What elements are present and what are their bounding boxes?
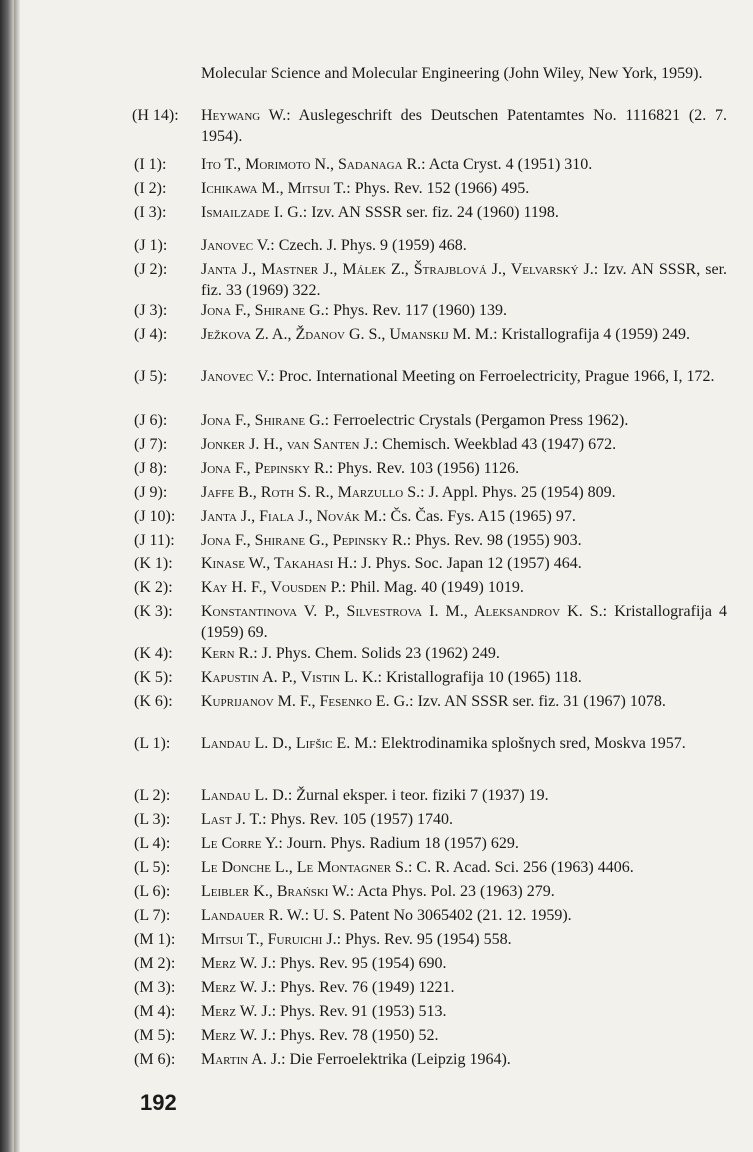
reference-key: (K 1): (134, 555, 173, 572)
reference-text (201, 482, 727, 503)
reference-authors: Martin A. J.: (201, 1051, 286, 1068)
reference-key: (L 7): (134, 907, 171, 924)
reference-text (201, 905, 727, 926)
reference-authors: Leibler K., Brański W.: (201, 883, 355, 900)
reference-authors: Jona F., Shirane G.: (201, 412, 330, 429)
reference-text (201, 366, 727, 387)
reference-authors: Jaffe B., Roth S. R., Marzullo S.: (201, 484, 425, 501)
reference-authors: Kuprijanov M. F., Fesenko E. G.: (201, 693, 414, 710)
reference-authors: Le Donche L., Le Montagner S.: (201, 859, 413, 876)
reference-key: (J 2): (134, 261, 168, 278)
reference-text (201, 977, 727, 998)
reference-authors: Kapustin A. P., Vistin L. K.: (201, 669, 382, 686)
reference-source: Phys. Rev. 103 (1956) 1126. (337, 460, 520, 477)
reference-authors: Janta J., Fiala J., Novák M.: (201, 508, 387, 525)
reference-source: Phys. Rev. 98 (1955) 903. (415, 532, 582, 549)
reference-source: J. Phys. Soc. Japan 12 (1957) 464. (361, 555, 582, 572)
reference-key: (L 1): (134, 735, 171, 752)
reference-source: Phys. Rev. 117 (1960) 139. (333, 302, 508, 319)
reference-source: Kristallografija 4 (1959) 249. (501, 326, 690, 343)
reference-source: Phil. Mag. 40 (1949) 1019. (350, 579, 524, 596)
reference-text: Molecular Science and Molecular Engineering (John Wiley, New York, 1959). (201, 65, 703, 82)
reference-text (201, 458, 727, 479)
reference-text (201, 881, 727, 902)
reference-key: (J 10): (134, 508, 176, 525)
reference-key: (J 11): (134, 532, 175, 549)
reference-key: (L 5): (134, 859, 171, 876)
reference-source: Žurnal eksper. i teor. fiziki 7 (1937) 19. (296, 787, 549, 804)
reference-text (201, 300, 727, 321)
reference-text (201, 434, 727, 455)
reference-text (201, 202, 727, 223)
reference-authors: Heywang W.: (201, 107, 291, 124)
reference-text (201, 643, 727, 664)
reference-source: Die Ferroelektrika (Leipzig 1964). (289, 1051, 511, 1068)
reference-text (201, 953, 727, 974)
reference-source: J. Phys. Chem. Solids 23 (1962) 249. (261, 645, 500, 662)
reference-authors: Kay H. F., Vousden P.: (201, 579, 347, 596)
reference-source: Czech. J. Phys. 9 (1959) 468. (278, 237, 467, 254)
reference-key: (L 4): (134, 835, 171, 852)
reference-text (201, 809, 727, 830)
reference-text (201, 857, 727, 878)
reference-authors: Jona F., Shirane G.: (201, 302, 330, 319)
reference-text (201, 833, 727, 854)
reference-key: (M 1): (134, 931, 176, 948)
book-binding-shadow (0, 0, 14, 1152)
reference-key: (J 4): (134, 326, 168, 343)
reference-text (201, 1025, 727, 1046)
reference-key: (I 2): (134, 180, 167, 197)
reference-authors: Jona F., Shirane G., Pepinsky R.: (201, 532, 412, 549)
reference-key: (I 3): (134, 204, 167, 221)
reference-source: Kristallografija 10 (1965) 118. (385, 669, 582, 686)
reference-text (201, 410, 727, 431)
reference-key: (J 7): (134, 436, 168, 453)
reference-authors: Merz W. J.: (201, 1027, 277, 1044)
reference-authors: Le Corre Y.: (201, 835, 283, 852)
reference-source: Phys. Rev. 78 (1950) 52. (280, 1027, 439, 1044)
reference-text (201, 506, 727, 527)
reference-key: (J 5): (134, 368, 168, 385)
book-binding-edge (14, 0, 20, 1152)
reference-authors: Ichikawa M., Mitsui T.: (201, 180, 351, 197)
reference-key: (J 3): (134, 302, 168, 319)
reference-text (201, 553, 727, 574)
reference-source: Acta Phys. Pol. 23 (1963) 279. (357, 883, 555, 900)
reference-authors: Ježkova Z. A., Ždanov G. S., Umanskij M. M.: (201, 326, 498, 343)
page-number: 192 (140, 1090, 177, 1115)
reference-key: (J 6): (134, 412, 168, 429)
reference-text (201, 154, 727, 175)
reference-text (201, 530, 727, 551)
reference-source: Proc. International Meeting on Ferroelectricity, Prague 1966, I, 172. (278, 368, 715, 385)
reference-text (201, 105, 727, 147)
reference-authors: Ito T., Morimoto N., Sadanaga R.: (201, 156, 426, 173)
reference-authors: Merz W. J.: (201, 955, 277, 972)
reference-authors: Konstantinova V. P., Silvestrova I. M., Aleksandrov K. S.: (201, 603, 608, 620)
reference-key: (I 1): (134, 156, 167, 173)
reference-authors: Ismailzade I. G.: (201, 204, 308, 221)
reference-source: Izv. AN SSSR ser. fiz. 31 (1967) 1078. (417, 693, 666, 710)
reference-text (201, 1049, 727, 1070)
reference-source: Chemisch. Weekblad 43 (1947) 672. (382, 436, 617, 453)
reference-authors: Jonker J. H., van Santen J.: (201, 436, 379, 453)
reference-authors: Mitsui T., Furuichi J.: (201, 931, 342, 948)
reference-authors: Landau L. D.: (201, 787, 293, 804)
reference-text (201, 178, 727, 199)
reference-key: (M 2): (134, 955, 176, 972)
reference-key: (K 2): (134, 579, 173, 596)
reference-text (201, 601, 727, 643)
reference-authors: Landauer R. W.: (201, 907, 310, 924)
reference-authors: Kern R.: (201, 645, 258, 662)
reference-source: Acta Cryst. 4 (1951) 310. (428, 156, 593, 173)
reference-source: Phys. Rev. 76 (1949) 1221. (280, 979, 455, 996)
reference-key: (J 9): (134, 484, 168, 501)
reference-authors: Last J. T.: (201, 811, 267, 828)
reference-key: (M 6): (134, 1051, 176, 1068)
reference-source: Čs. Čas. Fys. A15 (1965) 97. (390, 508, 576, 525)
reference-key: (J 8): (134, 460, 168, 477)
reference-source: Phys. Rev. 152 (1966) 495. (354, 180, 530, 197)
reference-key: (H 14): (132, 107, 179, 124)
reference-source: Ferroelectric Crystals (Pergamon Press 1962). (333, 412, 629, 429)
reference-source: Phys. Rev. 91 (1953) 513. (280, 1003, 447, 1020)
reference-source: Journ. Phys. Radium 18 (1957) 629. (286, 835, 519, 852)
reference-authors: Kinase W., Takahasi H.: (201, 555, 358, 572)
reference-source: U. S. Patent No 3065402 (21. 12. 1959). (313, 907, 572, 924)
reference-source: Phys. Rev. 95 (1954) 690. (280, 955, 447, 972)
reference-text (201, 1001, 727, 1022)
reference-authors: Jona F., Pepinsky R.: (201, 460, 334, 477)
reference-source: Elektrodinamika splošnych sred, Moskva 1957. (380, 735, 686, 752)
reference-text (201, 667, 727, 688)
reference-text (201, 691, 727, 712)
reference-key: (L 2): (134, 787, 171, 804)
reference-source: J. Appl. Phys. 25 (1954) 809. (428, 484, 616, 501)
reference-text (201, 324, 727, 345)
reference-key: (M 5): (134, 1027, 176, 1044)
reference-source: Kristallografija 4 (1959) 69. (201, 603, 727, 641)
reference-text (201, 785, 727, 806)
reference-authors: Merz W. J.: (201, 979, 277, 996)
reference-authors: Landau L. D., Lifšic E. M.: (201, 735, 377, 752)
reference-source: Phys. Rev. 95 (1954) 558. (345, 931, 512, 948)
reference-key: (J 1): (134, 237, 168, 254)
reference-source: Phys. Rev. 105 (1957) 1740. (270, 811, 454, 828)
reference-authors: Janta J., Mastner J., Málek Z., Štrajblová J., Velvarský J.: (201, 261, 599, 278)
reference-authors: Janovec V.: (201, 237, 275, 254)
reference-text (201, 733, 727, 754)
reference-key: (K 6): (134, 693, 173, 710)
reference-key: (M 3): (134, 979, 176, 996)
reference-key: (K 3): (134, 603, 173, 620)
reference-text (201, 235, 727, 256)
reference-key: (L 6): (134, 883, 171, 900)
reference-key: (L 3): (134, 811, 171, 828)
reference-authors: Merz W. J.: (201, 1003, 277, 1020)
reference-source: Auslegeschrift des Deutschen Patentamtes No. 1116821 (2. 7. 1954). (201, 107, 727, 145)
reference-text (201, 577, 727, 598)
reference-text (201, 929, 727, 950)
reference-source: C. R. Acad. Sci. 256 (1963) 4406. (416, 859, 634, 876)
reference-source: Izv. AN SSSR ser. fiz. 24 (1960) 1198. (311, 204, 559, 221)
reference-key: (M 4): (134, 1003, 176, 1020)
reference-key: (K 5): (134, 669, 173, 686)
reference-key: (K 4): (134, 645, 173, 662)
reference-source: Izv. AN SSSR, ser. fiz. 33 (1969) 322. (201, 261, 728, 299)
reference-authors: Janovec V.: (201, 368, 275, 385)
reference-text (201, 259, 727, 301)
